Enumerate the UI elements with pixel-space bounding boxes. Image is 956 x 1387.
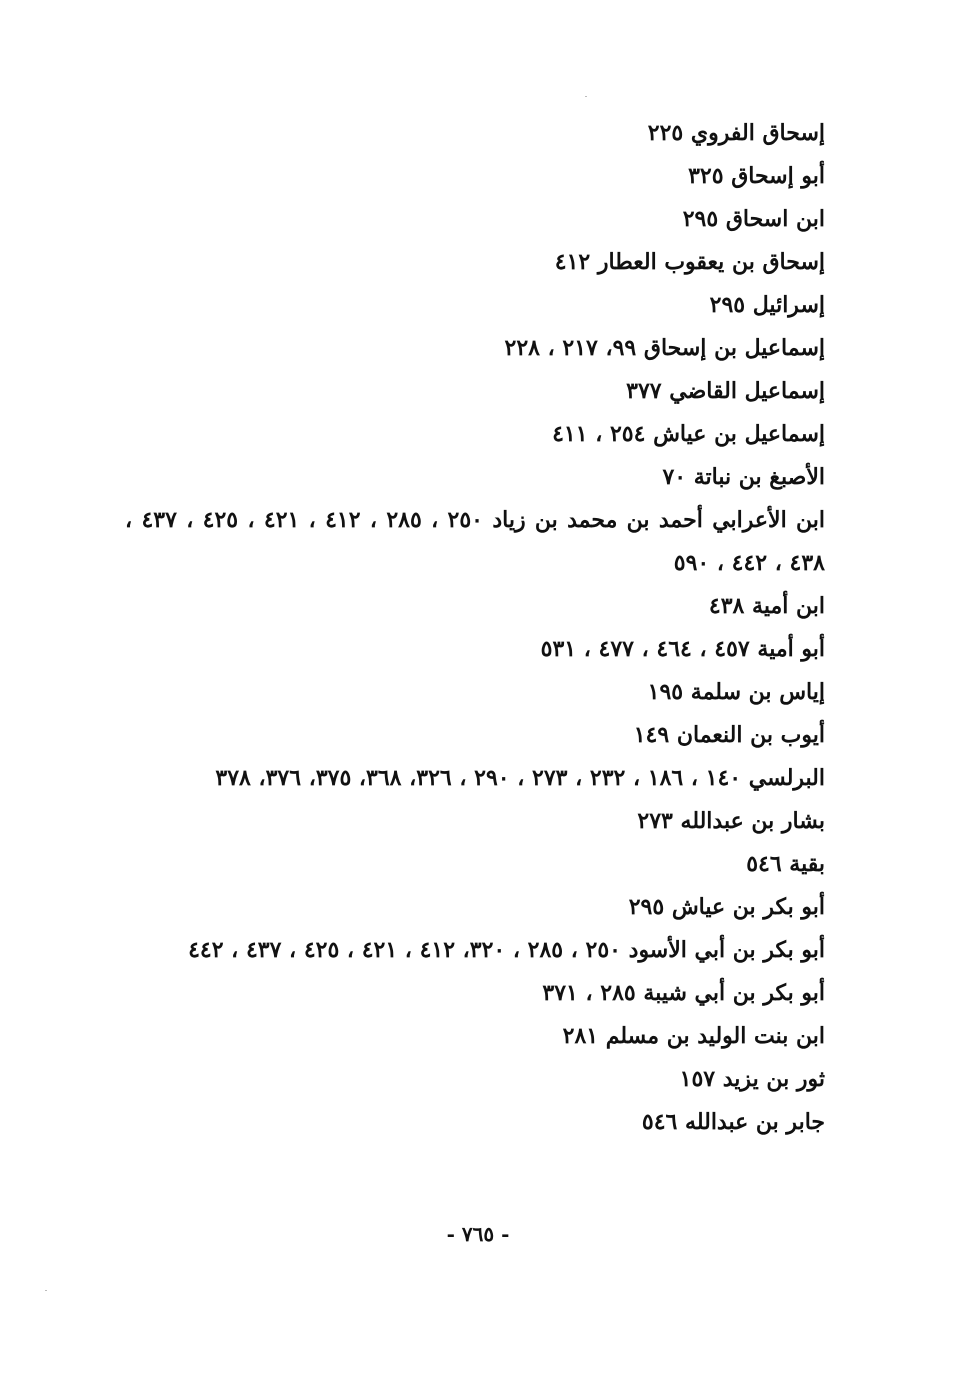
index-entry: إسحاق الفروي ٢٢٥ [647, 120, 825, 146]
index-entry: جابر بن عبدالله ٥٤٦ [641, 1109, 825, 1135]
page-number: - ٧٦٥ - [446, 1222, 510, 1246]
index-entry: أبو أمية ٤٥٧ ، ٤٦٤ ، ٤٧٧ ، ٥٣١ [540, 636, 825, 662]
index-entries [125, 112, 825, 1144]
index-entry: أبو بكر بن عياش ٢٩٥ [628, 894, 825, 920]
index-entry: أيوب بن النعمان ١٤٩ [633, 722, 825, 748]
scan-speck [585, 96, 587, 97]
index-entry: البرلسي ١٤٠ ، ١٨٦ ، ٢٣٢ ، ٢٧٣ ، ٢٩٠ ، ٣٢٦، ٣٦٨، ٣٧٥، ٣٧٦، ٣٧٨ [215, 765, 825, 791]
index-entry: ثور بن يزيد ١٥٧ [679, 1066, 825, 1092]
index-entry: أبو إسحاق ٣٢٥ [688, 163, 825, 189]
index-entry: بقية ٥٤٦ [746, 851, 825, 877]
index-entry: أبو بكر بن أبي شيبة ٢٨٥ ، ٣٧١ [542, 980, 825, 1006]
index-entry: بشار بن عبدالله ٢٧٣ [637, 808, 825, 834]
index-entry: إسماعيل بن عياش ٢٥٤ ، ٤١١ [552, 421, 825, 447]
scan-speck [45, 1290, 47, 1291]
index-entry: ابن اسحاق ٢٩٥ [682, 206, 825, 232]
index-entry: ابن أمية ٤٣٨ [708, 593, 825, 619]
index-entry: إسماعيل بن إسحاق ٩٩، ٢١٧ ، ٢٢٨ [504, 335, 825, 361]
index-entry: ابن الأعرابي أحمد بن محمد بن زياد ٢٥٠ ، ٢٨٥ ، ٤١٢ ، ٤٢١ ، ٤٢٥ ، ٤٣٧ ، ٤٣٨ ، ٤٤٢ ، ٥٩٠ [125, 507, 825, 576]
index-entry: إسماعيل القاضي ٣٧٧ [626, 378, 825, 404]
index-entry: أبو بكر بن أبي الأسود ٢٥٠ ، ٢٨٥ ، ٣٢٠، ٤١٢ ، ٤٢١ ، ٤٢٥ ، ٤٣٧ ، ٤٤٢ [188, 937, 825, 963]
index-entry: ابن بنت الوليد بن مسلم ٢٨١ [562, 1023, 825, 1049]
index-entry: إياس بن سلمة ١٩٥ [647, 679, 825, 705]
index-entry: إسرائيل ٢٩٥ [709, 292, 825, 318]
index-entry: إسحاق بن يعقوب العطار ٤١٢ [554, 249, 825, 275]
index-entry: الأصبغ بن نباتة ٧٠ [662, 464, 825, 490]
